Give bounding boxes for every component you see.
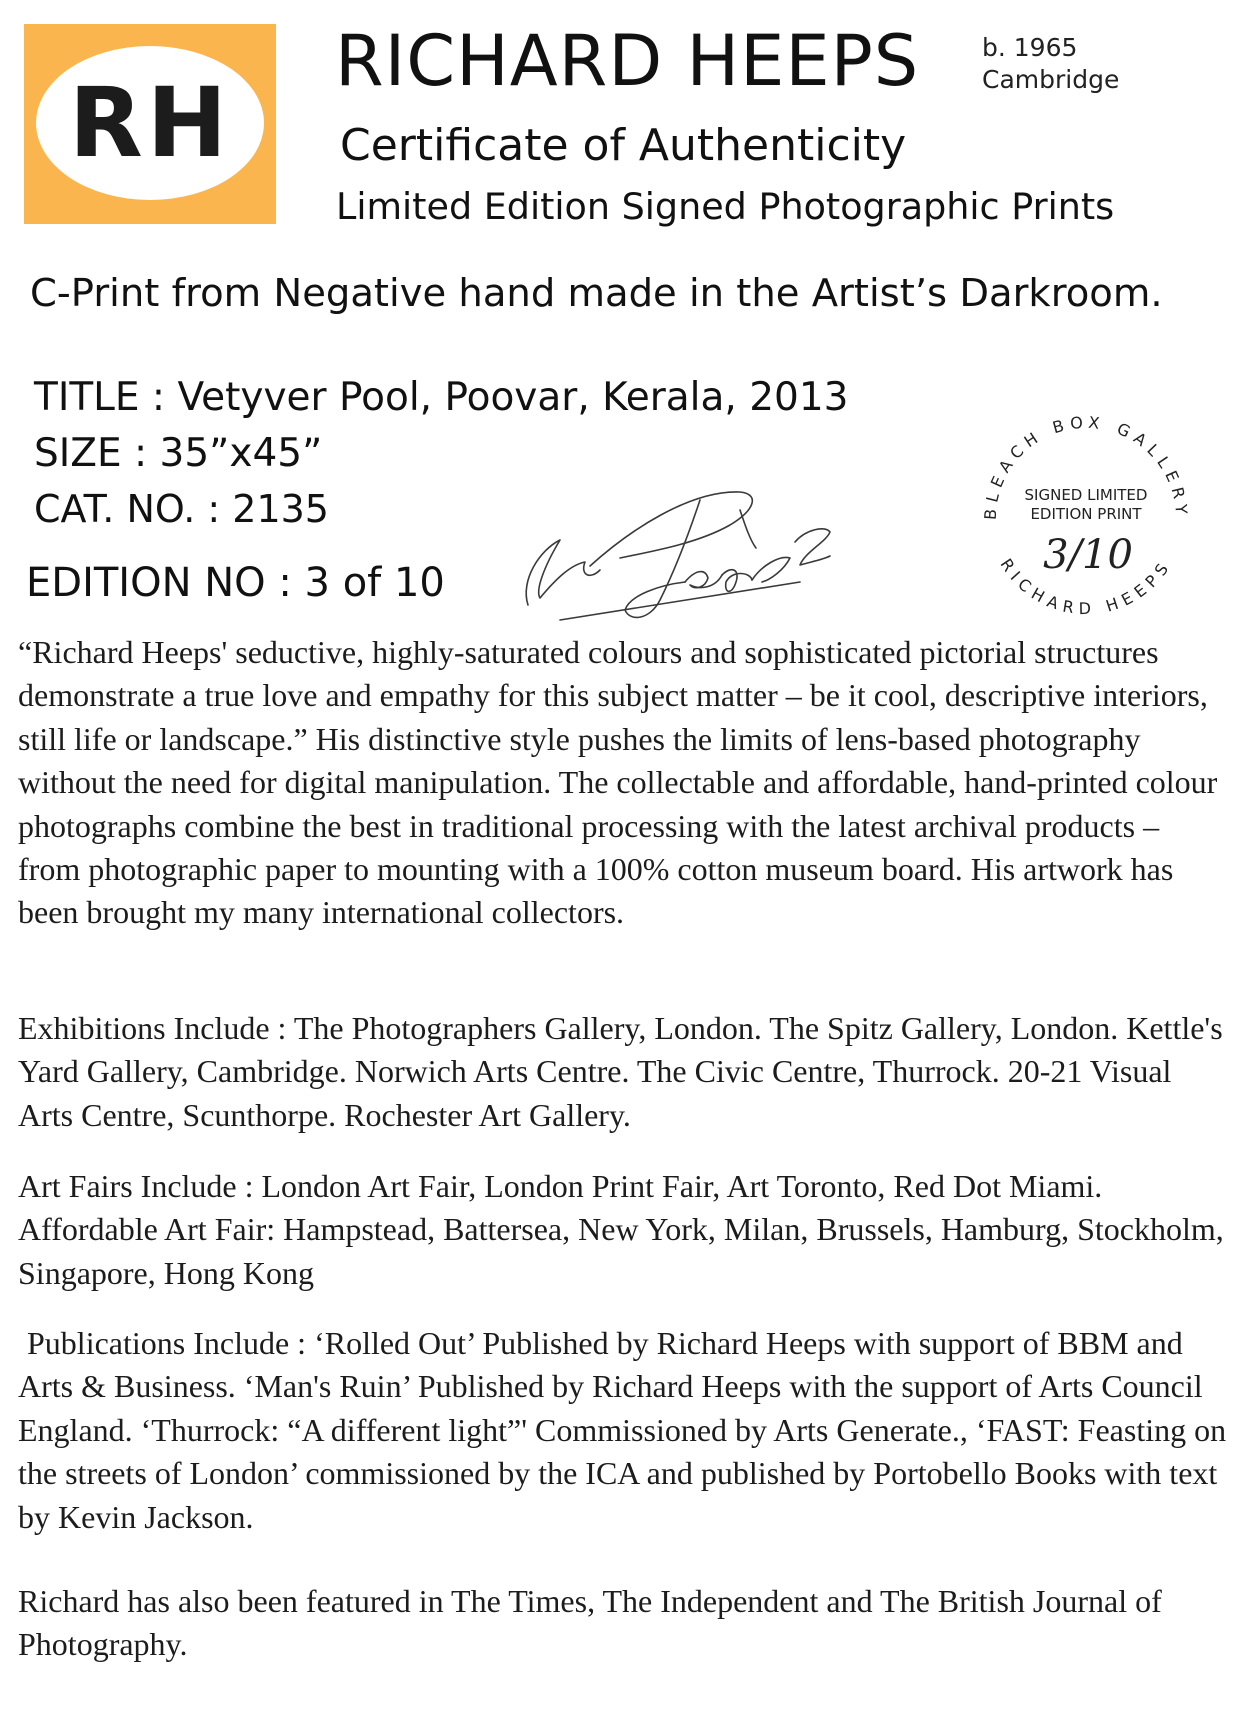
birth-place: Cambridge — [982, 65, 1120, 94]
artist-logo — [24, 24, 276, 224]
artist-name: RICHARD HEEPS — [335, 20, 920, 102]
print-process-line: C-Print from Negative hand made in the Artist’s Darkroom. — [30, 271, 1163, 316]
stamp-inner-line1: SIGNED LIMITED — [1024, 486, 1148, 504]
catalogue-number: CAT. NO. : 2135 — [34, 487, 329, 531]
artist-signature — [500, 470, 860, 640]
stamp-ring-bottom: RICHARD HEEPS — [996, 555, 1176, 619]
certificate-title: Certificate of Authenticity — [340, 120, 907, 171]
artwork-size: SIZE : 35”x45” — [34, 431, 323, 476]
logo-oval — [36, 46, 264, 200]
artist-statement-paragraph: “Richard Heeps' seductive, highly-saturated colours and sophisticated pictorial structures demonstrate a true love and empathy for this subject matter – be it cool, descriptive interiors, still life or landscape.” His distinctive style pushes the limits of lens-based photography without the need for digital manipulation. The collectable and affordable, hand-printed colour photographs combine the best in traditional processing with the latest archival products – from photographic paper to mounting with a 100% cotton museum board. His artwork has been brought my many international collectors. — [18, 634, 1218, 931]
stamp-handwritten-edition: 3/10 — [1043, 532, 1133, 578]
edition-number: EDITION NO : 3 of 10 — [26, 560, 445, 606]
featured-paragraph: Richard has also been featured in The Times, The Independent and The British Journal of Photography. — [18, 1583, 1162, 1663]
art-fairs-paragraph: Art Fairs Include : London Art Fair, London Print Fair, Art Toronto, Red Dot Miami. Affordable Art Fair: Hampstead, Battersea, New York, Milan, Brussels, Hamburg, Stockholm, Singapore, Hong Kong — [18, 1168, 1224, 1291]
artist-birth — [982, 32, 1119, 96]
certificate-subtitle: Limited Edition Signed Photographic Prints — [336, 185, 1115, 228]
publications-paragraph: Publications Include : ‘Rolled Out’ Published by Richard Heeps with support of BBM and Arts & Business. ‘Man's Ruin’ Published by Richard Heeps with the support of Arts Council England. ‘Thurrock: “A different light”' Commissioned by Arts Generate., ‘FAST: Feasting on the streets of London’ commissioned by the ICA and published by Portobello Books with text by Kevin Jackson. — [18, 1325, 1227, 1535]
logo-initials: RH — [68, 67, 232, 179]
stamp-inner-line2: EDITION PRINT — [1030, 505, 1142, 523]
exhibitions-paragraph: Exhibitions Include : The Photographers Gallery, London. The Spitz Gallery, London. Kettle's Yard Gallery, Cambridge. Norwich Arts Centre. The Civic Centre, Thurrock. 20-21 Visual Arts Centre, Scunthorpe. Rochester Art Gallery. — [18, 1010, 1223, 1133]
birth-year: b. 1965 — [982, 33, 1078, 62]
gallery-stamp — [966, 398, 1206, 638]
stamp-ring-top: BLEACH BOX GALLERY — [980, 412, 1192, 521]
artwork-title: TITLE : Vetyver Pool, Poovar, Kerala, 2013 — [34, 375, 849, 420]
